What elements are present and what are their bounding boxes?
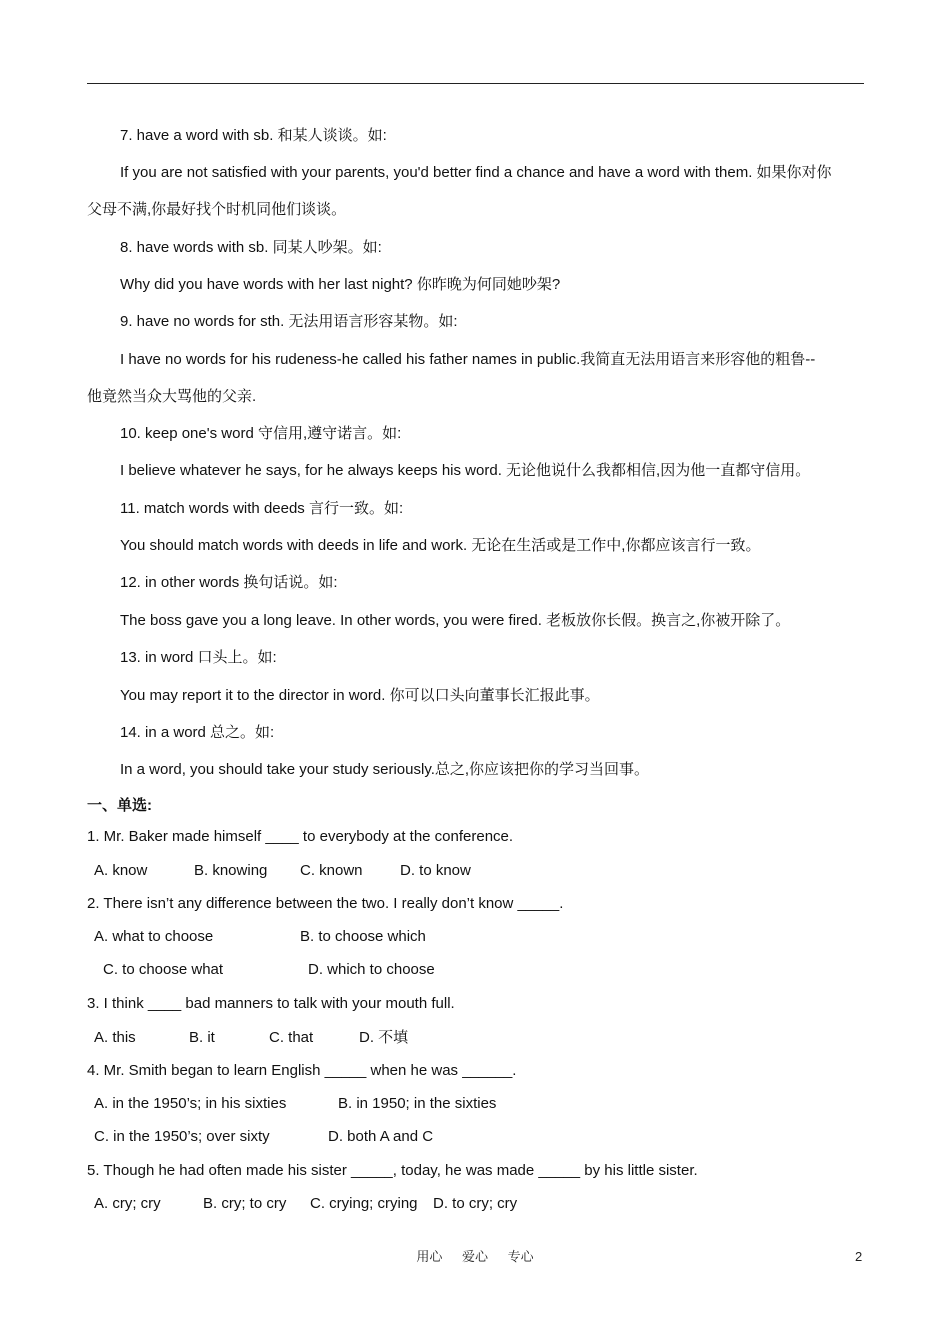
q1-option-b: B. knowing [194, 862, 268, 879]
question-2: 2. There isn’t any difference between the two. I really don’t know _____. [87, 895, 564, 912]
example-12: The boss gave you a long leave. In other words, you were fired. 老板放你长假。换言之,你被开除了。 [120, 612, 791, 629]
q2-option-d: D. which to choose [308, 961, 435, 978]
q4-option-b: B. in 1950; in the sixties [338, 1095, 497, 1112]
q1-option-d: D. to know [400, 862, 471, 879]
phrase-7: 7. have a word with sb. 和某人谈谈。如: [120, 127, 387, 144]
q4-option-d: D. both A and C [328, 1128, 434, 1145]
q3-option-b: B. it [189, 1029, 215, 1046]
phrase-13: 13. in word 口头上。如: [120, 649, 277, 666]
q3-option-a: A. this [94, 1029, 136, 1046]
q1-option-c: C. known [300, 862, 363, 879]
q1-option-a: A. know [94, 862, 148, 879]
example-8: Why did you have words with her last night? 你昨晚为何同她吵架? [120, 276, 561, 293]
question-4: 4. Mr. Smith began to learn English _____ when he was ______. [87, 1062, 517, 1079]
q5-option-d: D. to cry; cry [433, 1195, 518, 1212]
q2-option-a: A. what to choose [94, 928, 214, 945]
header-rule [87, 83, 864, 84]
footer-word-1: 用心 [416, 1249, 443, 1264]
phrase-12: 12. in other words 换句话说。如: [120, 574, 338, 591]
example-9-line2: 他竟然当众大骂他的父亲. [87, 388, 257, 405]
q3-option-d: D. 不填 [359, 1029, 409, 1046]
q4-option-c: C. in the 1950’s; over sixty [94, 1128, 270, 1145]
example-10: I believe whatever he says, for he always keeps his word. 无论他说什么我都相信,因为他一直都守信用。 [120, 462, 811, 479]
section-title: 一、单选: [87, 797, 152, 814]
q2-option-b: B. to choose which [300, 928, 426, 945]
example-14: In a word, you should take your study seriously.总之,你应该把你的学习当回事。 [120, 761, 650, 778]
footer-word-2: 爱心 [461, 1249, 488, 1264]
phrase-8: 8. have words with sb. 同某人吵架。如: [120, 239, 382, 256]
phrase-10: 10. keep one's word 守信用,遵守诺言。如: [120, 425, 402, 442]
example-11: You should match words with deeds in life and work. 无论在生活或是工作中,你都应该言行一致。 [120, 537, 761, 554]
q5-option-a: A. cry; cry [94, 1195, 161, 1212]
question-5: 5. Though he had often made his sister _____, today, he was made _____ by his little sister. [87, 1162, 698, 1179]
q2-option-c: C. to choose what [103, 961, 224, 978]
page-number: 2 [855, 1249, 863, 1264]
phrase-9: 9. have no words for sth. 无法用语言形容某物。如: [120, 313, 458, 330]
example-7-line1: If you are not satisfied with your parents, you'd better find a chance and have a word with them. 如果你对你 [120, 164, 832, 181]
question-3: 3. I think ____ bad manners to talk with your mouth full. [87, 995, 455, 1012]
example-13: You may report it to the director in word. 你可以口头向董事长汇报此事。 [120, 687, 600, 704]
q4-option-a: A. in the 1950’s; in his sixties [94, 1095, 287, 1112]
q5-option-b: B. cry; to cry [203, 1195, 287, 1212]
q3-option-c: C. that [269, 1029, 314, 1046]
example-7-line2: 父母不满,你最好找个时机同他们谈谈。 [87, 201, 347, 218]
example-9-line1: I have no words for his rudeness-he called his father names in public.我简直无法用语言来形容他的粗鲁-- [120, 351, 816, 368]
q5-option-c: C. crying; crying [310, 1195, 418, 1212]
footer-word-3: 专心 [507, 1249, 534, 1264]
footer-motto [0, 1248, 950, 1266]
phrase-14: 14. in a word 总之。如: [120, 724, 275, 741]
question-1: 1. Mr. Baker made himself ____ to everybody at the conference. [87, 828, 514, 845]
phrase-11: 11. match words with deeds 言行一致。如: [120, 500, 404, 517]
